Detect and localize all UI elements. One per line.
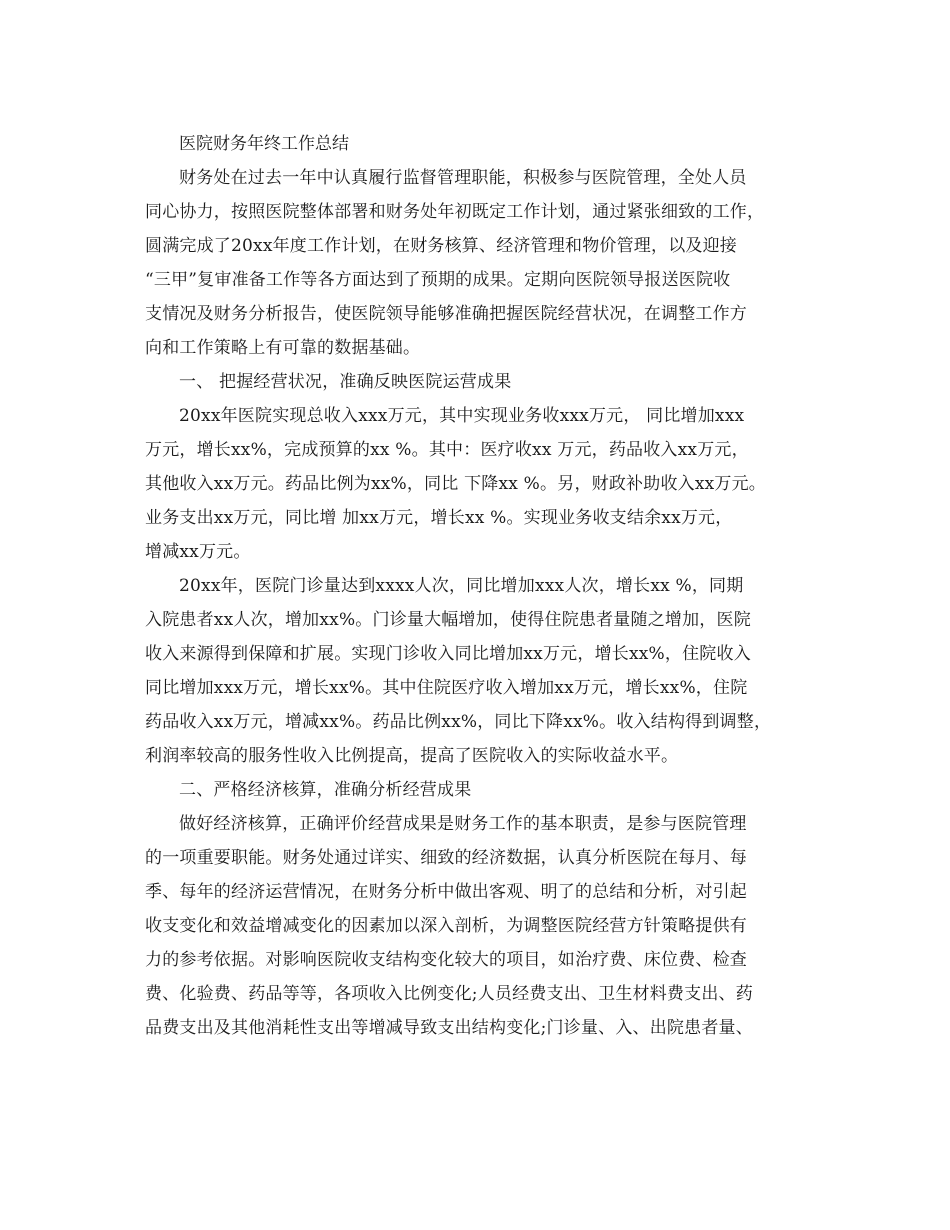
text-line: 收入来源得到保障和扩展。实现门诊收入同比增加xx万元，增长xx%，住院收入 <box>145 644 751 664</box>
text-line: 同心协力，按照医院整体部署和财务处年初既定工作计划，通过紧张细致的工作， <box>145 202 765 222</box>
text-line: 同比增加xxx万元，增长xx%。其中住院医疗收入增加xx万元，增长xx%，住院 <box>145 678 748 698</box>
paragraph <box>145 807 810 1045</box>
document-title: 医院财务年终工作总结 <box>179 134 349 154</box>
text-line: 圆满完成了20xx年度工作计划，在财务核算、经济管理和物价管理，以及迎接 <box>145 236 738 256</box>
text-line: 业务支出xx万元，同比增 加xx万元，增长xx %。实现业务收支结余xx万元， <box>145 508 733 528</box>
text-line: 力的参考依据。对影响医院收支结构变化较大的项目，如治疗费、床位费、检查 <box>145 950 747 970</box>
paragraph <box>145 161 810 365</box>
text-line: 利润率较高的服务性收入比例提高，提高了医院收入的实际收益水平。 <box>145 746 679 766</box>
section-heading <box>145 773 810 807</box>
text-line: 增减xx万元。 <box>145 542 251 562</box>
text-line: 财务处在过去一年中认真履行监督管理职能，积极参与医院管理，全处人员 <box>179 168 747 188</box>
text-line: 其他收入xx万元。药品比例为xx%，同比 下降xx %。另，财政补助收入xx万元。 <box>145 474 767 494</box>
text-line: 20xx年医院实现总收入xxx万元，其中实现业务收xxx万元， 同比增加xxx <box>179 406 745 426</box>
text-line: 费、化验费、药品等等，各项收入比例变化;人员经费支出、卫生材料费支出、药 <box>145 984 753 1004</box>
text-line: 的一项重要职能。财务处通过详实、细致的经济数据，认真分析医院在每月、每 <box>145 848 747 868</box>
paragraph-list <box>145 161 810 1045</box>
text-line: 入院患者xx人次，增加xx%。门诊量大幅增加，使得住院患者量随之增加，医院 <box>145 610 751 630</box>
text-line: 药品收入xx万元，增减xx%。药品比例xx%，同比下降xx%。收入结构得到调整， <box>145 712 772 732</box>
paragraph <box>145 569 810 773</box>
text-line: 万元，增长xx%，完成预算的xx %。其中：医疗收xx 万元，药品收入xx万元， <box>145 440 749 460</box>
text-line: 季、每年的经济运营情况，在财务分析中做出客观、明了的总结和分析，对引起 <box>145 882 747 902</box>
text-line: 收支变化和效益增减变化的因素加以深入剖析，为调整医院经营方针策略提供有 <box>145 916 747 936</box>
text-line: 向和工作策略上有可靠的数据基础。 <box>145 338 421 358</box>
text-line: 品费支出及其他消耗性支出等增减导致支出结构变化;门诊量、入、出院患者量、 <box>145 1018 753 1038</box>
text-line: 20xx年，医院门诊量达到xxxx人次，同比增加xxx人次，增长xx %，同期 <box>179 576 744 596</box>
text-line: 一、 把握经营状况，准确反映医院运营成果 <box>179 372 512 392</box>
section-heading <box>145 365 810 399</box>
text-line: 支情况及财务分析报告，使医院领导能够准确把握医院经营状况，在调整工作方 <box>145 304 747 324</box>
paragraph <box>145 399 810 569</box>
text-line: 二、严格经济核算，准确分析经营成果 <box>179 780 472 800</box>
text-line: “三甲”复审准备工作等各方面达到了预期的成果。定期向医院领导报送医院收 <box>145 270 731 290</box>
document-body <box>145 127 810 1045</box>
text-line: 做好经济核算，正确评价经营成果是财务工作的基本职责，是参与医院管理 <box>179 814 747 834</box>
